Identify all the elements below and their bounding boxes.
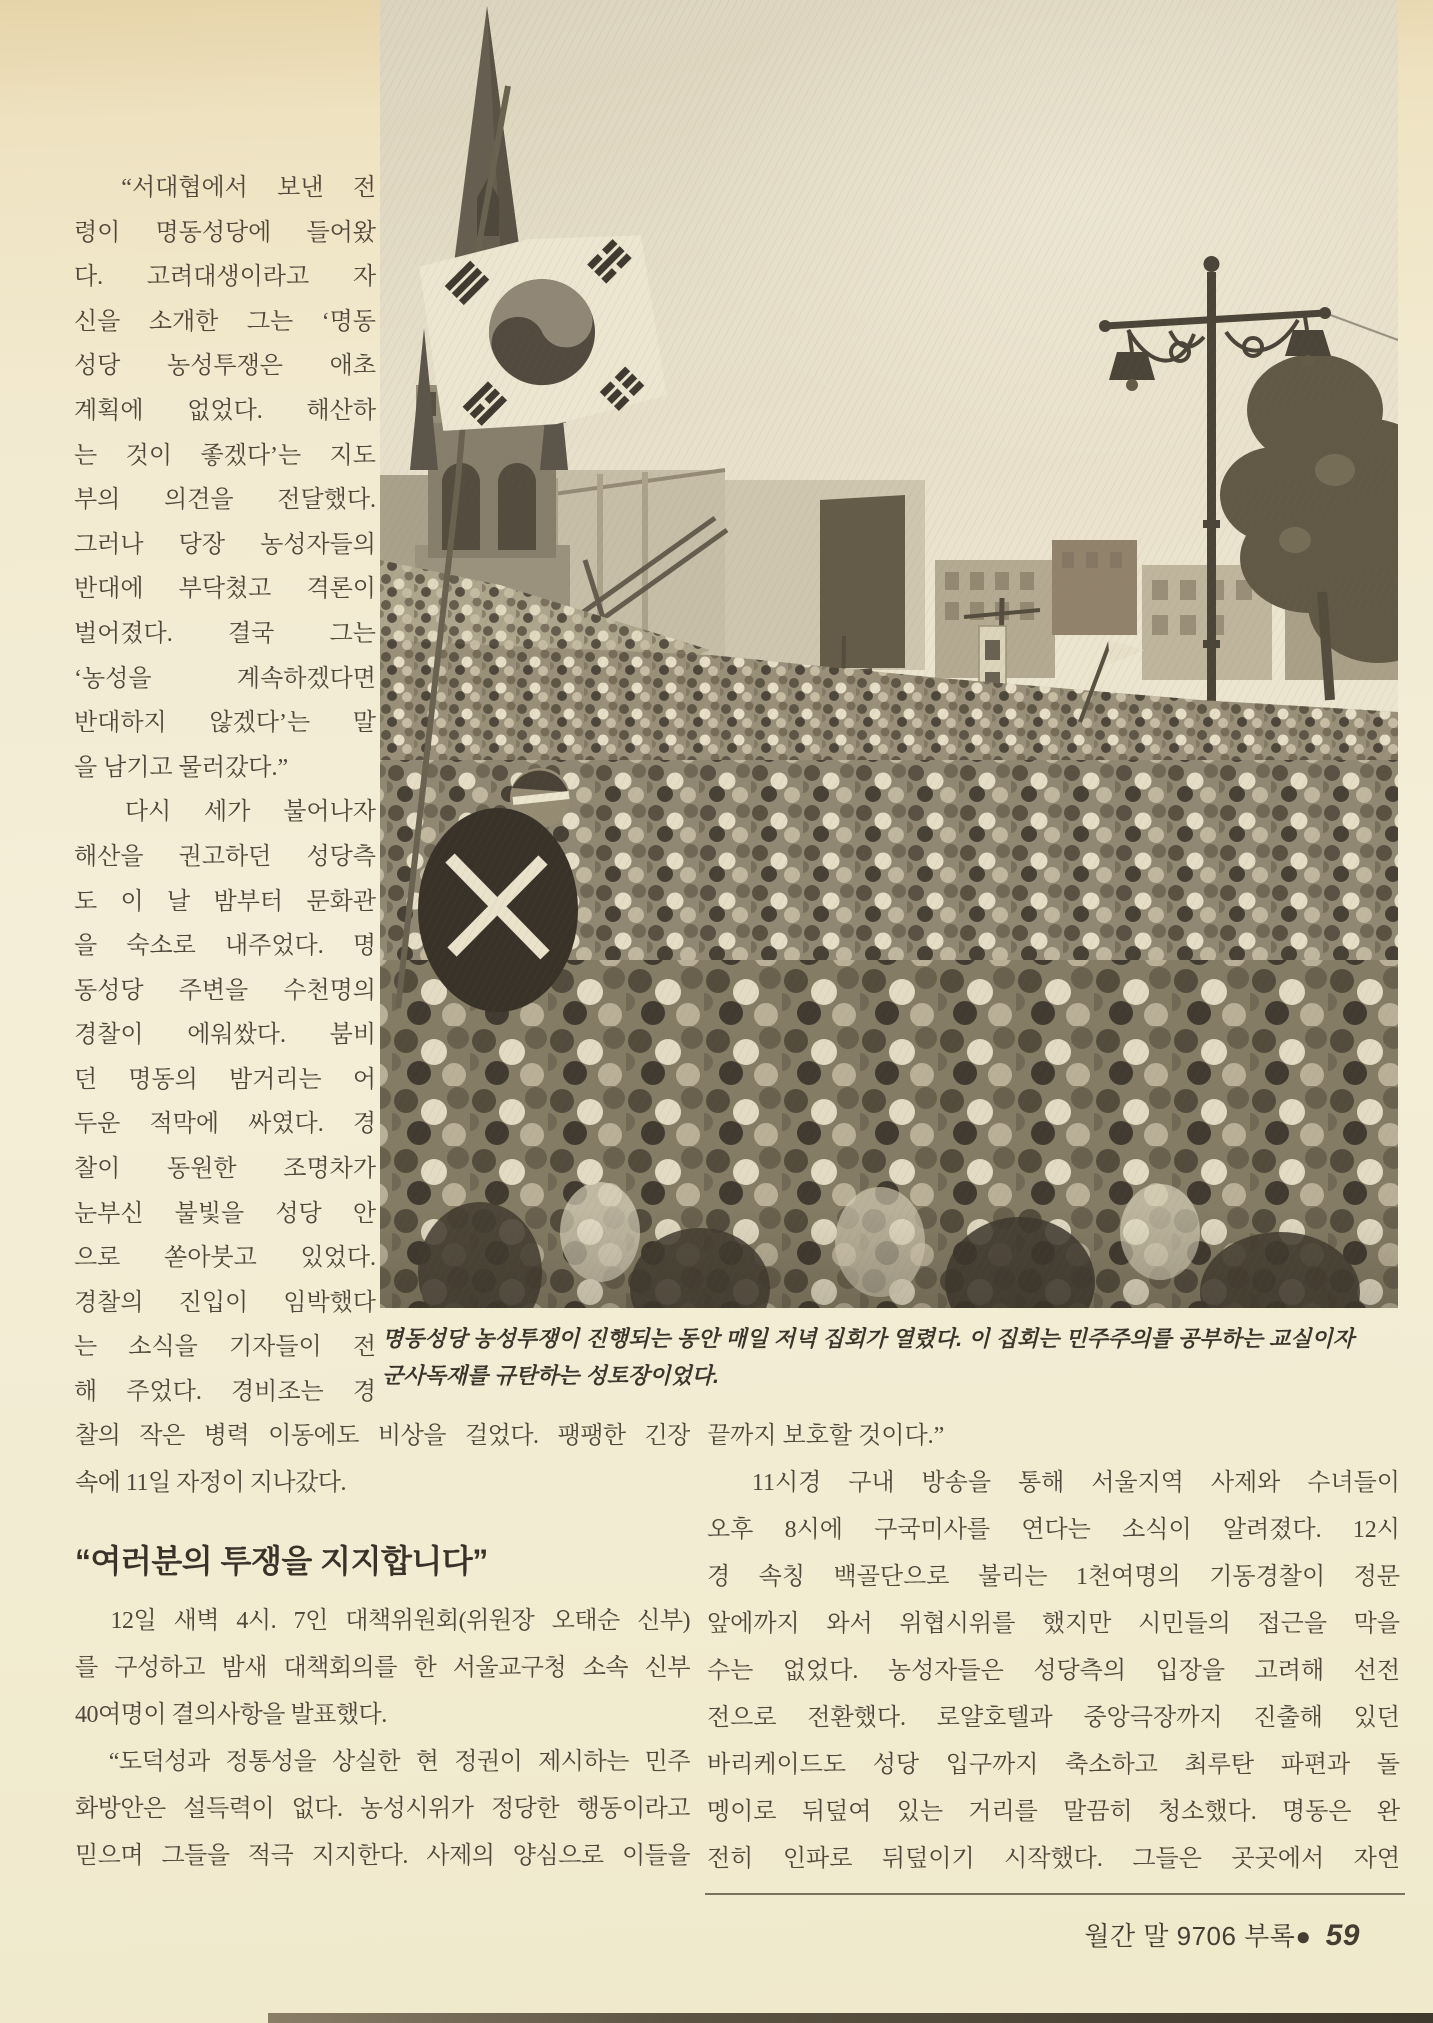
text-line: 멩이로 뒤덮여 있는 거리를 말끔히 청소했다. 명동은 완 xyxy=(707,1799,1400,1825)
scan-edge-shadow xyxy=(268,2013,1433,2023)
text-line: 을 남기고 물러갔다.” xyxy=(74,754,289,781)
footer-divider xyxy=(705,1893,1405,1895)
text-line: 경찰이 에워쌌다. 붐비 xyxy=(74,1022,376,1049)
protest-photo xyxy=(380,0,1398,1308)
text-line: 수는 없었다. 농성자들은 성당측의 입장을 고려해 선전 xyxy=(707,1658,1400,1684)
text-line: 찰의 작은 병력 이동에도 비상을 걸었다. 팽팽한 긴장 xyxy=(75,1423,690,1449)
text-line: “도덕성과 정통성을 상실한 현 정권이 제시하는 민주 xyxy=(75,1749,690,1775)
text-line: ‘농성을 계속하겠다면 xyxy=(74,665,376,692)
text-line: 전으로 전환했다. 로얄호텔과 중앙극장까지 진출해 있던 xyxy=(707,1705,1400,1731)
text-line: 11시경 구내 방송을 통해 서울지역 사제와 수녀들이 xyxy=(707,1470,1400,1496)
text-line: 믿으며 그들을 적극 지지한다. 사제의 양심으로 이들을 xyxy=(75,1843,690,1869)
text-line: “서대협에서 보낸 전 xyxy=(74,175,376,201)
left-column xyxy=(74,166,376,1415)
text-line: 앞에까지 와서 위협시위를 했지만 시민들의 접근을 막을 xyxy=(707,1611,1400,1637)
text-line: 다시 세가 불어나자 xyxy=(74,799,376,826)
text-line: 벌어졌다. 결국 그는 xyxy=(74,620,376,647)
caption-line: 군사독재를 규탄하는 성토장이었다. xyxy=(382,1363,720,1388)
text-line: 끝까지 보호할 것이다.” xyxy=(707,1423,945,1449)
photo-caption xyxy=(382,1320,1394,1394)
bottom-left-column xyxy=(75,1413,690,1507)
text-line: 는 것이 좋겠다’는 지도 xyxy=(74,442,376,469)
text-line: 전히 인파로 뒤덮이기 시작했다. 그들은 곳곳에서 자연 xyxy=(707,1846,1400,1872)
text-line: 경찰의 진입이 임박했다 xyxy=(74,1289,376,1316)
text-line: 도 이 날 밤부터 문화관 xyxy=(74,888,376,915)
text-line: 눈부신 불빛을 성당 안 xyxy=(74,1200,376,1227)
bottom-left-paragraphs xyxy=(75,1598,690,1880)
text-line: 령이 명동성당에 들어왔 xyxy=(74,219,376,246)
text-line: 40여명이 결의사항을 발표했다. xyxy=(75,1702,387,1728)
text-line: 계획에 없었다. 해산하 xyxy=(74,397,376,424)
text-line: 화방안은 설득력이 없다. 농성시위가 정당한 행동이라고 xyxy=(75,1796,690,1822)
text-line: 를 구성하고 밤새 대책회의를 한 서울교구청 소속 신부 xyxy=(75,1655,690,1681)
text-line: 속에 11일 자정이 지나갔다. xyxy=(75,1470,346,1496)
text-line: 동성당 주변을 수천명의 xyxy=(74,977,376,1004)
page-footer xyxy=(700,1916,1360,1953)
text-line: 반대에 부닥쳤고 격론이 xyxy=(74,576,376,603)
text-line: 두운 적막에 싸였다. 경 xyxy=(74,1111,376,1138)
caption-line: 명동성당 농성투쟁이 진행되는 동안 매일 저녁 집회가 열렸다. 이 집회는 민주주의를 공부하는 교실이자 xyxy=(382,1326,1355,1351)
text-line: 해산을 권고하던 성당측 xyxy=(74,843,376,870)
text-line: 오후 8시에 구국미사를 연다는 소식이 알려졌다. 12시 xyxy=(707,1517,1400,1543)
text-line: 는 소식을 기자들이 전 xyxy=(74,1334,376,1361)
text-line: 부의 의견을 전달했다. xyxy=(74,487,376,514)
text-line: 경 속칭 백골단으로 불리는 1천여명의 기동경찰이 정문 xyxy=(707,1564,1400,1590)
section-heading: “여러분의 투쟁을 지지합니다” xyxy=(75,1543,488,1579)
text-line: 다. 고려대생이라고 자 xyxy=(74,264,376,291)
text-line: 반대하지 않겠다’는 말 xyxy=(74,710,376,737)
text-line: 으로 쏟아붓고 있었다. xyxy=(74,1245,376,1272)
text-line: 그러나 당장 농성자들의 xyxy=(74,531,376,558)
text-line: 신을 소개한 그는 ‘명동 xyxy=(74,308,376,335)
text-line: 해 주었다. 경비조는 경 xyxy=(74,1379,376,1406)
page-number: 59 xyxy=(1325,1919,1360,1952)
bottom-right-column xyxy=(707,1413,1400,1883)
text-line: 찰이 동원한 조명차가 xyxy=(74,1156,376,1183)
text-line: 성당 농성투쟁은 애초 xyxy=(74,353,376,380)
text-line: 바리케이드도 성당 입구까지 축소하고 최루탄 파편과 돌 xyxy=(707,1752,1400,1778)
text-line: 12일 새벽 4시. 7인 대책위원회(위원장 오태순 신부) xyxy=(75,1608,690,1634)
journal-issue-label: 월간 말 9706 부록● xyxy=(1084,1921,1312,1951)
text-line: 던 명동의 밤거리는 어 xyxy=(74,1066,376,1093)
text-line: 을 숙소로 내주었다. 명 xyxy=(74,933,376,960)
